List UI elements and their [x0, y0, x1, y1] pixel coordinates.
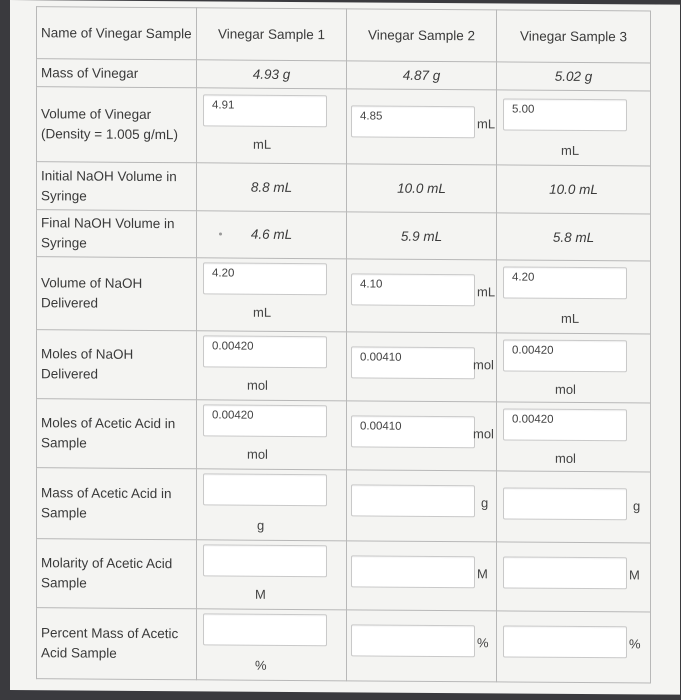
molarity-input-3[interactable] — [503, 556, 627, 589]
volume-vinegar-input-2[interactable]: 4.85 — [351, 105, 475, 138]
volume-naoh-unit-2: mL — [477, 284, 496, 300]
moles-acetic-row — [37, 399, 651, 472]
volume-vinegar-row — [37, 87, 651, 166]
percent-mass-unit-2: % — [477, 635, 489, 651]
moles-naoh-unit-2: mol — [473, 357, 494, 373]
final-naoh-row — [37, 210, 651, 261]
volume-naoh-unit-1: mL — [253, 304, 272, 320]
sample-3-header: Vinegar Sample 3 — [497, 10, 651, 63]
moles-naoh-input-3[interactable]: 0.00420 — [503, 339, 627, 372]
moles-naoh-input-1[interactable]: 0.00420 — [203, 335, 327, 368]
volume-vinegar-unit-1: mL — [253, 136, 272, 152]
header-row — [37, 7, 651, 63]
row-label-name: Name of Vinegar Sample — [37, 7, 197, 60]
moles-naoh-unit-3: mol — [555, 381, 576, 397]
volume-naoh-input-3[interactable]: 4.20 — [503, 266, 627, 299]
percent-mass-unit-1: % — [255, 657, 267, 673]
molarity-row — [37, 539, 651, 612]
mass-acetic-input-1[interactable] — [203, 473, 327, 506]
row-label-moles-acetic: Moles of Acetic Acid in Sample — [37, 399, 197, 469]
row-label-volume-vinegar: Volume of Vinegar (Density = 1.005 g/mL) — [37, 87, 197, 163]
moles-naoh-unit-1: mol — [247, 377, 268, 393]
volume-vinegar-input-3[interactable]: 5.00 — [503, 98, 627, 131]
row-label-mass: Mass of Vinegar — [37, 59, 197, 88]
initial-naoh-sample-1: 8.8 mL — [197, 163, 347, 212]
row-label-volume-naoh: Volume of NaOH Delivered — [37, 257, 197, 331]
molarity-unit-2: M — [477, 566, 488, 582]
moles-acetic-unit-1: mol — [247, 446, 268, 462]
molarity-input-1[interactable] — [203, 544, 327, 577]
moles-acetic-unit-3: mol — [555, 450, 576, 466]
vinegar-data-table — [36, 6, 651, 683]
percent-mass-input-3[interactable] — [503, 625, 627, 658]
mass-acetic-unit-3: g — [633, 498, 641, 514]
mass-acetic-row — [37, 468, 651, 543]
mass-sample-3: 5.02 g — [497, 62, 651, 91]
percent-mass-unit-3: % — [629, 636, 641, 652]
moles-naoh-input-2[interactable]: 0.00410 — [351, 346, 475, 379]
volume-naoh-unit-3: mL — [561, 310, 580, 326]
moles-naoh-row — [37, 330, 651, 403]
row-label-moles-naoh: Moles of NaOH Delivered — [37, 330, 197, 400]
mass-acetic-input-3[interactable] — [503, 487, 627, 520]
mass-acetic-unit-2: g — [481, 495, 489, 511]
moles-acetic-input-2[interactable]: 0.00410 — [351, 415, 475, 448]
molarity-unit-3: M — [629, 567, 640, 583]
mass-sample-1: 4.93 g — [197, 60, 347, 89]
final-naoh-sample-2: 5.9 mL — [347, 212, 497, 260]
volume-vinegar-input-1[interactable]: 4.91 — [203, 94, 327, 127]
mass-acetic-unit-1: g — [257, 517, 265, 533]
row-label-initial-naoh: Initial NaOH Volume in Syringe — [37, 162, 197, 211]
percent-mass-row — [37, 608, 651, 683]
mass-acetic-input-2[interactable] — [351, 484, 475, 517]
volume-naoh-row — [37, 257, 651, 334]
initial-naoh-row — [37, 162, 651, 214]
moles-acetic-unit-2: mol — [473, 426, 494, 442]
volume-naoh-input-2[interactable]: 4.10 — [351, 273, 475, 306]
row-label-molarity: Molarity of Acetic Acid Sample — [37, 539, 197, 609]
moles-acetic-input-3[interactable]: 0.00420 — [503, 408, 627, 441]
percent-mass-input-1[interactable] — [203, 613, 327, 646]
stray-mark — [219, 232, 222, 235]
volume-vinegar-unit-3: mL — [561, 142, 580, 158]
initial-naoh-sample-2: 10.0 mL — [347, 164, 497, 213]
volume-vinegar-unit-2: mL — [477, 116, 496, 132]
final-naoh-sample-1: 4.6 mL — [250, 226, 293, 242]
initial-naoh-sample-3: 10.0 mL — [497, 165, 651, 214]
row-label-final-naoh: Final NaOH Volume in Syringe — [37, 210, 197, 258]
row-label-mass-acetic: Mass of Acetic Acid in Sample — [37, 468, 197, 540]
volume-naoh-input-1[interactable]: 4.20 — [203, 262, 327, 295]
moles-acetic-input-1[interactable]: 0.00420 — [203, 404, 327, 437]
percent-mass-input-2[interactable] — [351, 624, 475, 657]
sample-1-header: Vinegar Sample 1 — [197, 8, 347, 61]
sample-2-header: Vinegar Sample 2 — [347, 9, 497, 62]
molarity-input-2[interactable] — [351, 555, 475, 588]
worksheet-paper — [10, 0, 680, 695]
mass-sample-2: 4.87 g — [347, 61, 497, 90]
molarity-unit-1: M — [255, 586, 266, 602]
row-label-percent-mass: Percent Mass of Acetic Acid Sample — [37, 608, 197, 680]
mass-row — [37, 59, 651, 91]
final-naoh-sample-3: 5.8 mL — [497, 213, 651, 261]
